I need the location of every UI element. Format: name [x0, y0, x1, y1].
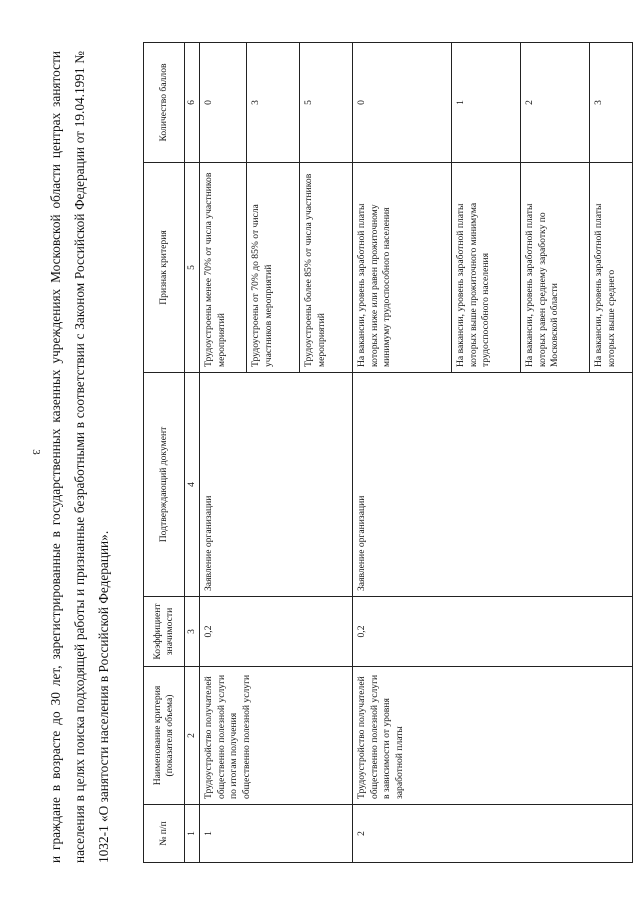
criterion-name: Трудоустройство получателей общественно полезной услуги по итогам получения общественно полезной услуги	[200, 667, 353, 805]
criterion-sign: Трудоустроены менее 70% от числа участников мероприятий	[200, 163, 247, 373]
criterion-score: 1	[452, 43, 521, 163]
column-number: 1	[185, 805, 200, 863]
criterion-score: 0	[353, 43, 452, 163]
criterion-number: 1	[200, 805, 353, 863]
criterion-number: 2	[353, 805, 633, 863]
column-number: 2	[185, 667, 200, 805]
header-cell: Наименование критерия (показателя объема)	[144, 667, 185, 805]
criterion-sign: Трудоустроены более 85% от числа участников мероприятий	[300, 163, 353, 373]
criterion-sign: На вакансии, уровень заработной платы которых равен среднему заработку по Московской области	[521, 163, 590, 373]
criterion-coefficient: 0,2	[353, 597, 633, 667]
header-cell: № п/п	[144, 805, 185, 863]
criteria-table	[143, 42, 633, 863]
header-cell: Коэффициент значимости	[144, 597, 185, 667]
rotated-page-content	[44, 43, 617, 863]
criterion-document: Заявление организации	[200, 373, 353, 597]
criterion-score: 0	[200, 43, 247, 163]
column-number: 5	[185, 163, 200, 373]
table-header-row	[144, 43, 185, 863]
criterion-name: Трудоустройство получателей общественно полезной услуги в зависимости от уровня заработной платы	[353, 667, 633, 805]
table-row	[353, 43, 452, 863]
criterion-score: 2	[521, 43, 590, 163]
column-number-row	[185, 43, 200, 863]
criterion-sign: На вакансии, уровень заработной платы которых выше прожиточного минимума трудоспособного населения	[452, 163, 521, 373]
criterion-sign: На вакансии, уровень заработной платы которых выше среднего	[590, 163, 633, 373]
criterion-score: 5	[300, 43, 353, 163]
criterion-score: 3	[590, 43, 633, 163]
criterion-sign: На вакансии, уровень заработной платы которых ниже или равен прожиточному минимуму трудоспособного населения	[353, 163, 452, 373]
table-row	[200, 43, 247, 863]
header-cell: Подтверждающий документ	[144, 373, 185, 597]
column-number: 6	[185, 43, 200, 163]
intro-paragraph: и граждане в возрасте до 30 лет, зарегистрированные в государственных казенных учреждениях Московской области центрах занятости населения в целях поиска подходящей работы и признанные безработными в соответствии с Законом Российской Федерации от 19.04.1991 № 1032-1 «О занятости населения в Российской Федерации».	[48, 51, 111, 863]
column-number: 4	[185, 373, 200, 597]
criterion-coefficient: 0,2	[200, 597, 353, 667]
page-number: 3	[29, 449, 42, 455]
column-number: 3	[185, 597, 200, 667]
criterion-document: Заявление организации	[353, 373, 633, 597]
header-cell: Количество баллов	[144, 43, 185, 163]
header-cell: Признак критерия	[144, 163, 185, 373]
criterion-score: 3	[247, 43, 300, 163]
criterion-sign: Трудоустроены от 70% до 85% от числа участников мероприятий	[247, 163, 300, 373]
